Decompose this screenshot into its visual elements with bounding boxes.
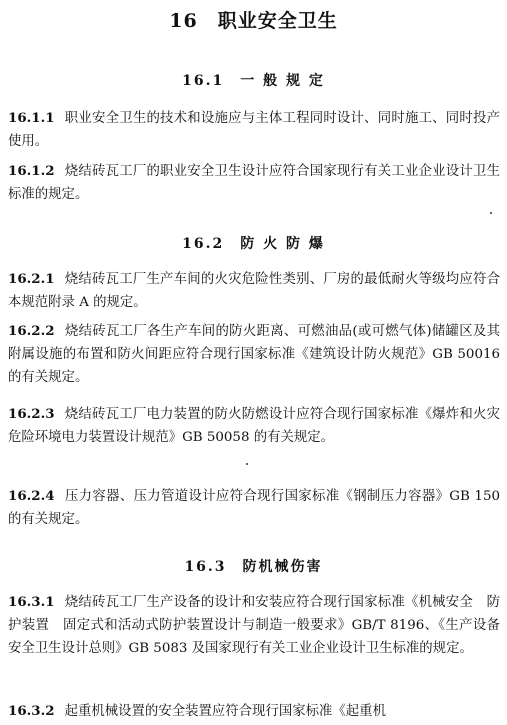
clause-number: 16.1.2: [8, 163, 55, 179]
section-title-16-1: 16.1 一 般 规 定: [182, 73, 325, 89]
clause-16-2-1: [8, 268, 500, 314]
clause-text: 职业安全卫生的技术和设施应与主体工程同时设计、同时施工、同时投产使用。: [8, 111, 500, 149]
section-title-16-2: 16.2 防 火 防 爆: [182, 236, 325, 252]
clause-16-2-4: [8, 485, 500, 531]
scan-speck: [490, 212, 492, 214]
clause-16-3-1: [8, 591, 500, 660]
clause-16-1-2: [8, 160, 500, 206]
clause-text: 烧结砖瓦工厂的职业安全卫生设计应符合国家现行有关工业企业设计卫生标准的规定。: [8, 164, 500, 202]
clause-text: 压力容器、压力管道设计应符合现行国家标准《钢制压力容器》GB 150 的有关规定。: [8, 489, 500, 527]
clause-number: 16.2.4: [8, 488, 55, 504]
clause-text: 起重机械设置的安全装置应符合现行国家标准《起重机: [64, 704, 386, 719]
chapter-title: 16 职业安全卫生: [169, 10, 338, 32]
clause-16-3-2: [8, 700, 500, 723]
section-title-16-3: 16.3 防机械伤害: [184, 559, 323, 575]
clause-number: 16.2.2: [8, 323, 55, 339]
clause-number: 16.3.1: [8, 594, 55, 610]
clause-number: 16.1.1: [8, 110, 55, 126]
clause-16-1-1: [8, 107, 500, 153]
clause-16-2-3: [8, 403, 500, 449]
clause-number: 16.2.1: [8, 271, 55, 287]
clause-text: 烧结砖瓦工厂生产车间的火灾危险性类别、厂房的最低耐火等级均应符合本规范附录 A 的规定。: [8, 272, 500, 310]
clause-number: 16.3.2: [8, 703, 55, 719]
clause-number: 16.2.3: [8, 406, 55, 422]
clause-text: 烧结砖瓦工厂各生产车间的防火距离、可燃油品(或可燃气体)储罐区及其附属设施的布置和防火间距应符合现行国家标准《建筑设计防火规范》GB 50016 的有关规定。: [8, 324, 500, 385]
clause-text: 烧结砖瓦工厂电力装置的防火防燃设计应符合现行国家标准《爆炸和火灾危险环境电力装置设计规范》GB 50058 的有关规定。: [8, 407, 500, 445]
clause-16-2-2: [8, 320, 500, 389]
scan-speck: [246, 463, 248, 465]
clause-text: 烧结砖瓦工厂生产设备的设计和安装应符合现行国家标准《机械安全 防护装置 固定式和活动式防护装置设计与制造一般要求》GB/T 8196、《生产设备安全卫生设计总则》GB 5083 及国家现行有关工业企业设计卫生标准的规定。: [8, 595, 500, 656]
